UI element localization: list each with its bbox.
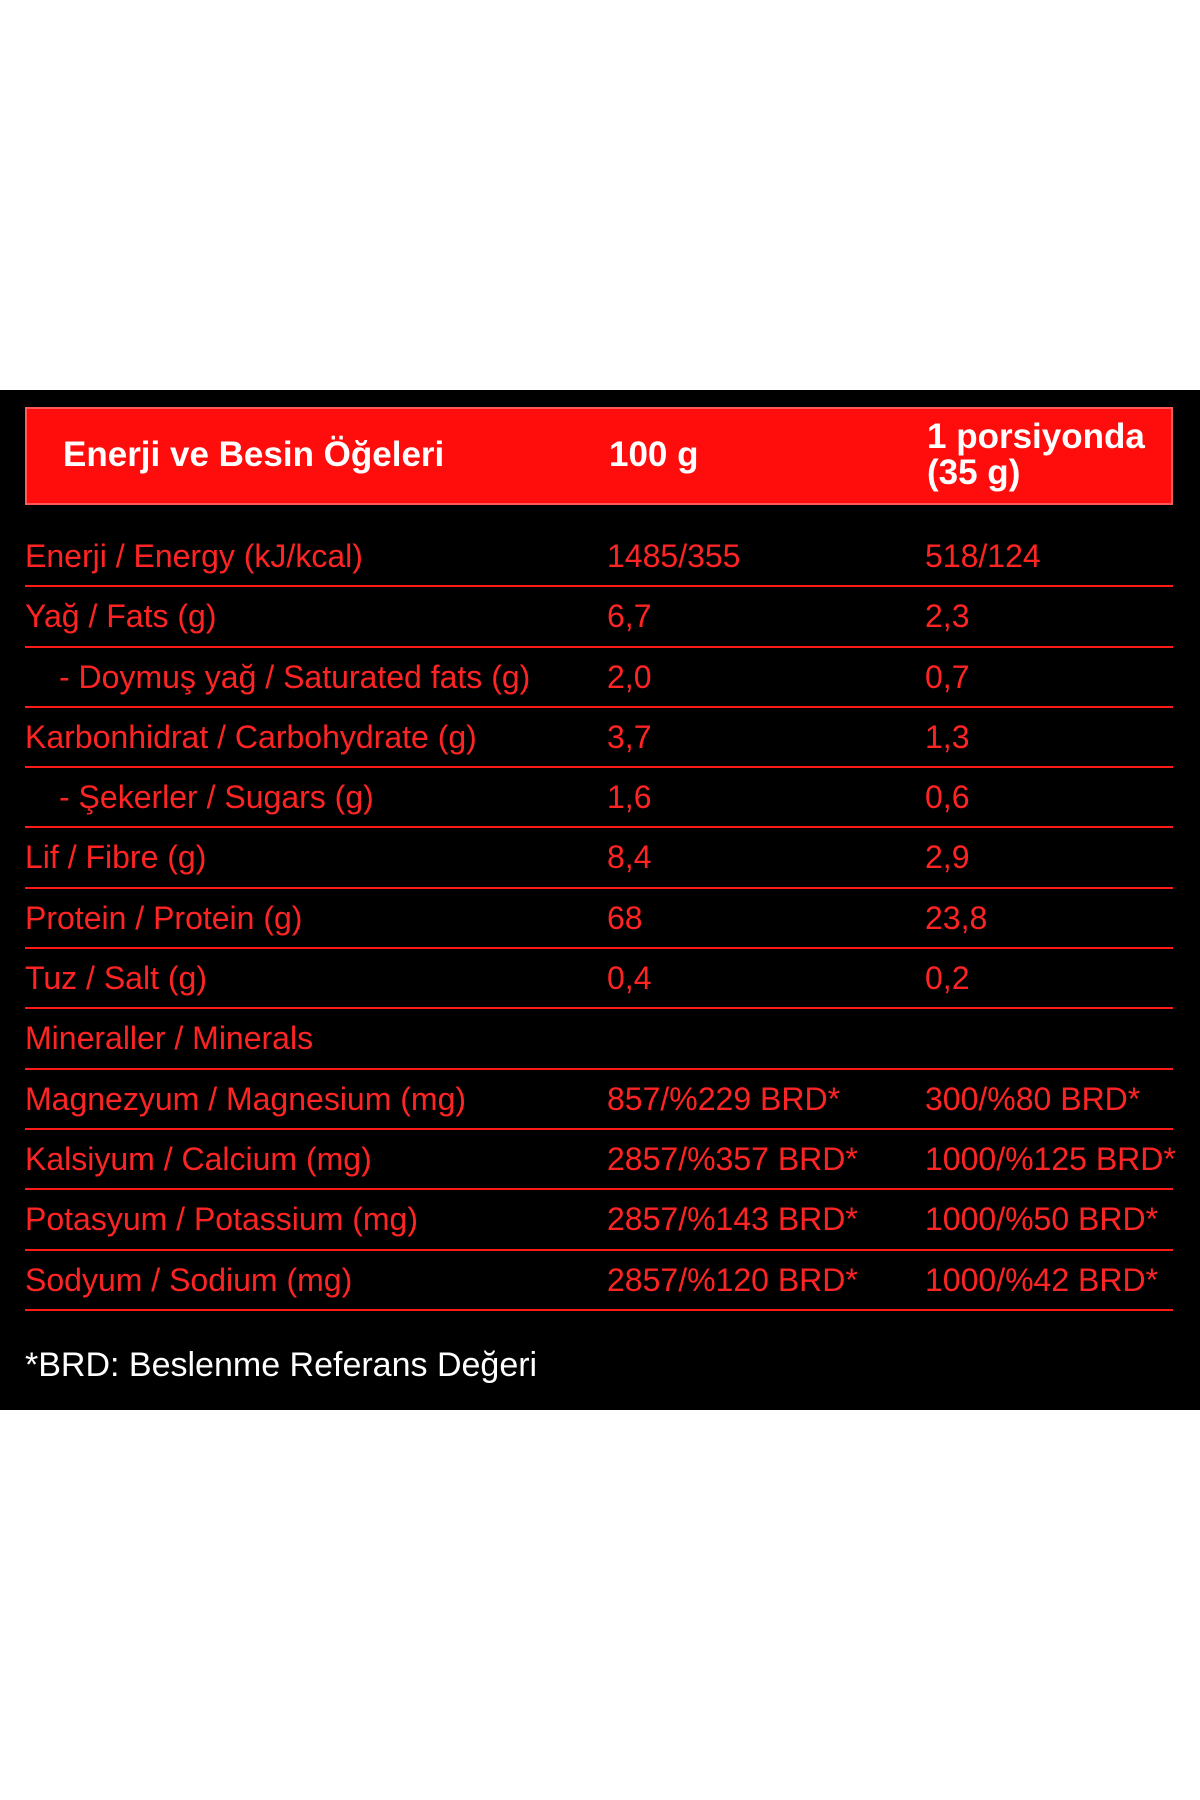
value-per-100g: 2857/%357 BRD* (607, 1140, 858, 1177)
table-row (25, 587, 1173, 647)
table-row (25, 1009, 1173, 1069)
value-per-100g: 0,4 (607, 960, 652, 997)
value-per-100g: 68 (607, 899, 643, 936)
value-per-serving: 518/124 (925, 538, 1041, 574)
value-per-serving: 2,9 (925, 839, 970, 876)
table-row (25, 648, 1173, 708)
nutrient-label: - Doymuş yağ / Saturated fats (g) (59, 658, 531, 695)
footnote: *BRD: Beslenme Referans Değeri (25, 1346, 538, 1384)
nutrient-label: Yağ / Fats (g) (25, 598, 217, 635)
value-per-serving: 1,3 (925, 718, 970, 755)
header-per-serving (927, 419, 1167, 491)
table-row (25, 768, 1173, 828)
value-per-serving: 2,3 (925, 598, 970, 635)
value-per-serving: 0,7 (925, 658, 970, 695)
value-per-100g: 1485/355 (607, 538, 741, 574)
value-per-serving: 300/%80 BRD* (925, 1080, 1141, 1117)
nutrient-label: - Şekerler / Sugars (g) (59, 779, 374, 816)
header-per-serving-line1: 1 porsiyonda (927, 417, 1145, 456)
nutrient-label: Mineraller / Minerals (25, 1020, 314, 1057)
value-per-100g: 3,7 (607, 718, 652, 755)
table-row (25, 1130, 1176, 1190)
value-per-100g: 857/%229 BRD* (607, 1080, 841, 1117)
value-per-serving: 1000/%50 BRD* (925, 1201, 1159, 1238)
value-per-100g: 1,6 (607, 779, 652, 816)
nutrient-label: Lif / Fibre (g) (25, 839, 207, 876)
value-per-serving: 0,2 (925, 960, 970, 997)
value-per-100g: 6,7 (607, 598, 652, 635)
nutrition-panel (0, 390, 1200, 1410)
value-per-100g: 8,4 (607, 839, 652, 876)
value-per-serving: 1000/%125 BRD* (925, 1140, 1176, 1177)
nutrient-label: Potasyum / Potassium (mg) (25, 1201, 418, 1238)
table-row (25, 1070, 1173, 1130)
value-per-serving: 23,8 (925, 899, 988, 936)
nutrient-label: Karbonhidrat / Carbohydrate (g) (25, 718, 477, 755)
nutrient-label: Sodyum / Sodium (mg) (25, 1261, 353, 1298)
nutrient-label: Tuz / Salt (g) (25, 960, 207, 997)
table-header (25, 407, 1173, 505)
table-row (25, 527, 1173, 587)
value-per-100g: 2857/%143 BRD* (607, 1201, 858, 1238)
nutrition-table-body (25, 527, 1176, 1311)
nutrient-label: Kalsiyum / Calcium (mg) (25, 1140, 372, 1177)
value-per-serving: 0,6 (925, 779, 970, 816)
nutrient-label: Enerji / Energy (kJ/kcal) (25, 538, 363, 574)
table-row (25, 1190, 1173, 1250)
value-per-100g: 2,0 (607, 658, 652, 695)
header-per-serving-line2: (35 g) (927, 453, 1021, 492)
table-row (25, 1251, 1173, 1311)
nutrient-label: Magnezyum / Magnesium (mg) (25, 1080, 467, 1117)
header-nutrients: Enerji ve Besin Öğeleri (63, 435, 445, 474)
header-per-100g: 100 g (609, 435, 699, 474)
table-row (25, 889, 1173, 949)
value-per-100g: 2857/%120 BRD* (607, 1261, 858, 1298)
value-per-serving: 1000/%42 BRD* (925, 1261, 1159, 1298)
table-row (25, 949, 1173, 1009)
table-row (25, 828, 1173, 888)
table-row (25, 708, 1173, 768)
nutrient-label: Protein / Protein (g) (25, 899, 303, 936)
